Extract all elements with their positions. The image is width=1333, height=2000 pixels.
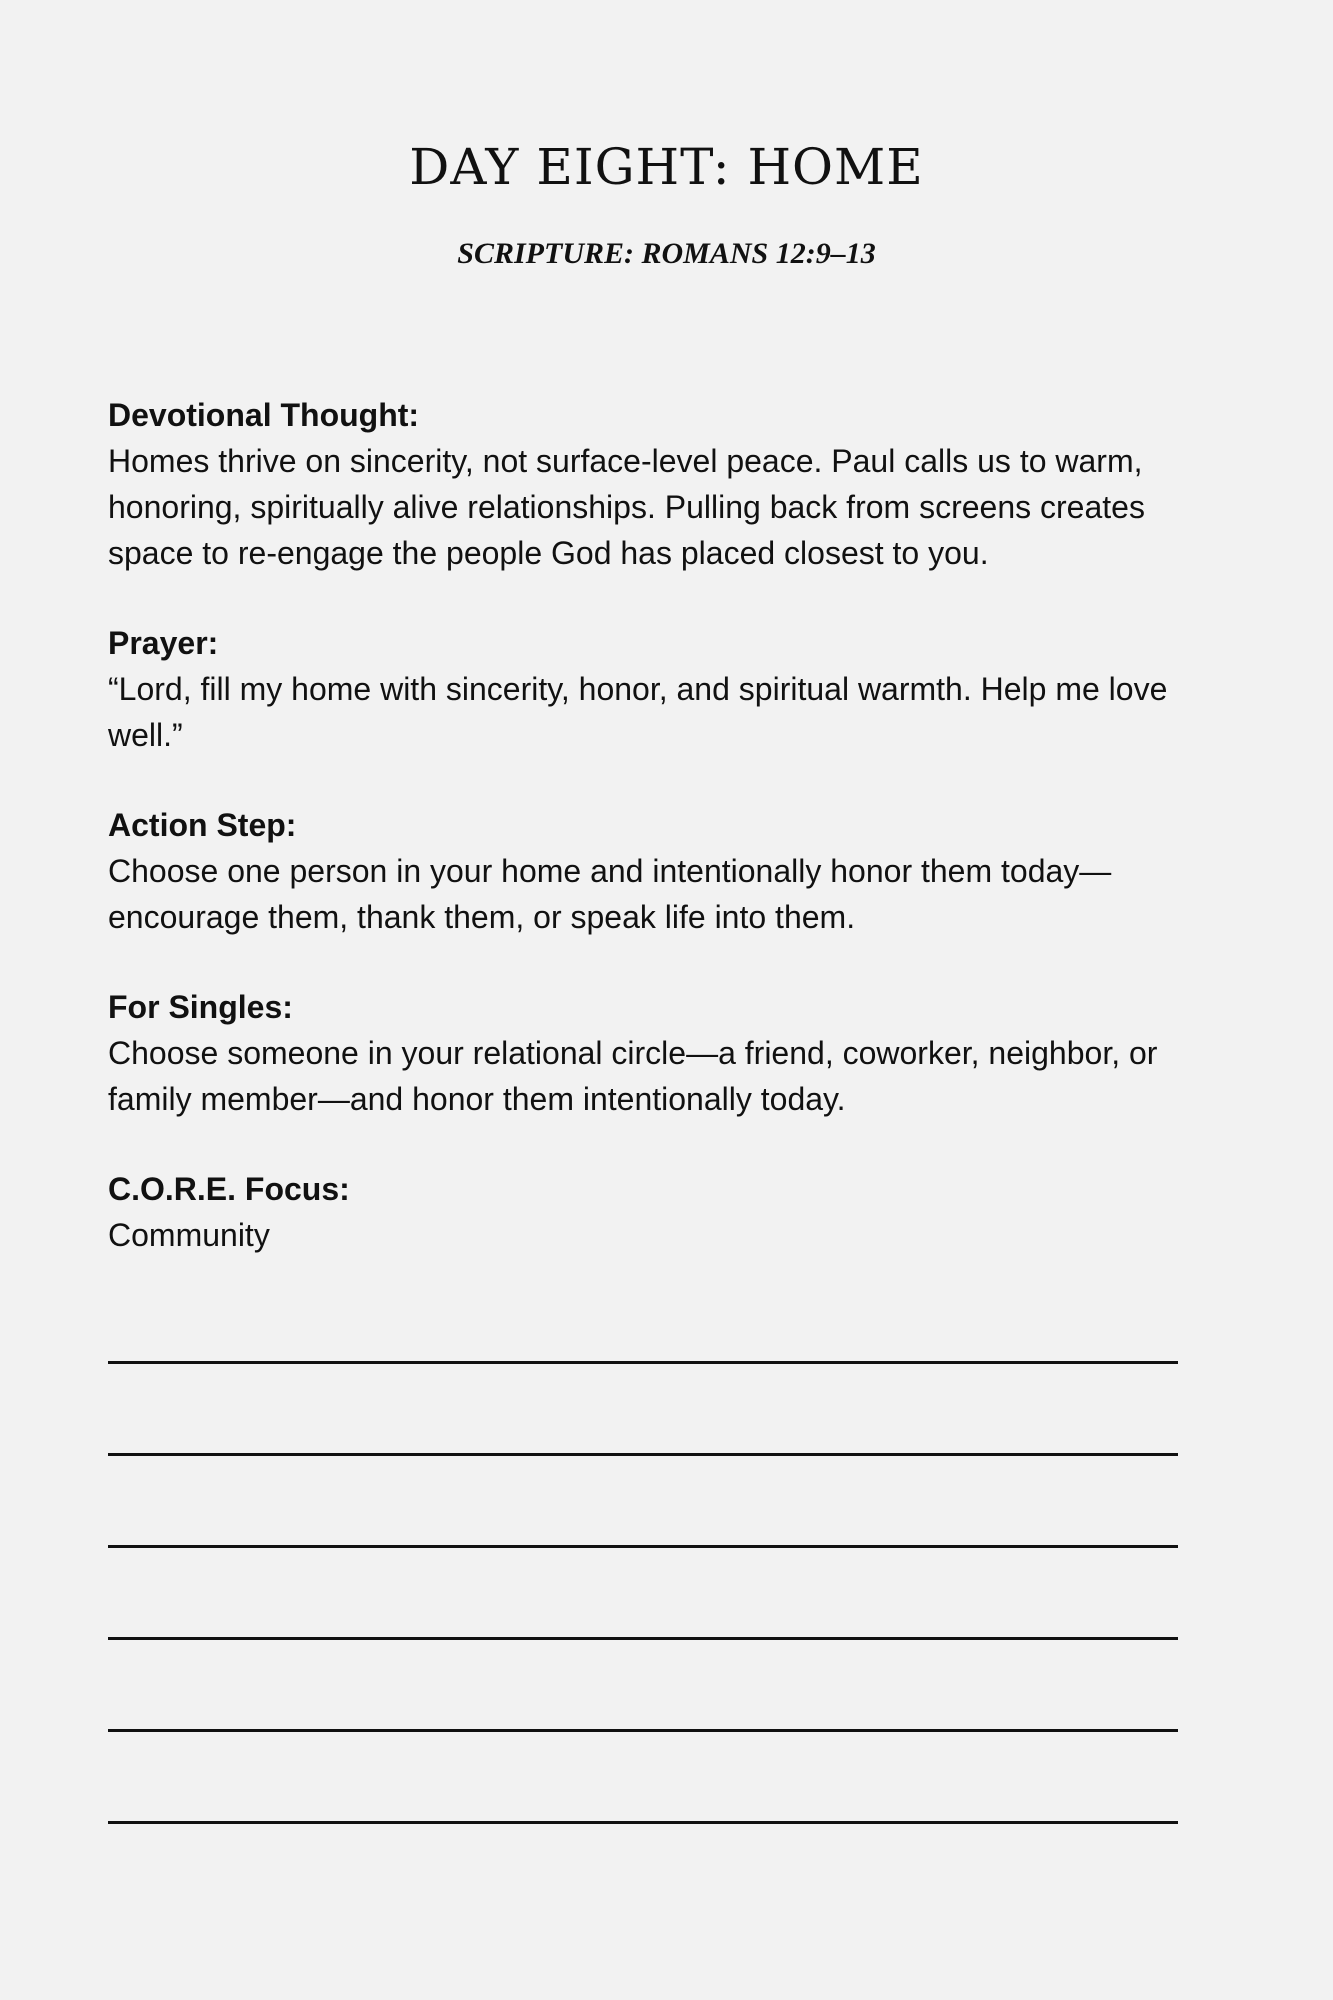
writing-line[interactable] xyxy=(108,1364,1178,1456)
section-body: Choose one person in your home and intentionally honor them today—encourage them, thank them, or speak life into them. xyxy=(108,853,1112,935)
section-body: Choose someone in your relational circle—a friend, coworker, neighbor, or family member—and honor them intentionally today. xyxy=(108,1035,1158,1117)
for-singles-section xyxy=(108,984,1228,1122)
writing-line[interactable] xyxy=(108,1548,1178,1640)
devotional-content xyxy=(108,392,1228,1302)
scripture-reference: SCRIPTURE: ROMANS 12:9–13 xyxy=(457,237,876,270)
writing-line[interactable] xyxy=(108,1456,1178,1548)
page-title: DAY EIGHT: HOME xyxy=(409,138,924,196)
prayer-section xyxy=(108,620,1228,758)
section-heading: Prayer: xyxy=(108,625,219,661)
section-body: Homes thrive on sincerity, not surface-level peace. Paul calls us to warm, honoring, spiritually alive relationships. Pulling back from screens creates space to re-engage the people God has placed closest to you. xyxy=(108,443,1145,571)
core-focus-section xyxy=(108,1166,1228,1258)
section-heading: Devotional Thought: xyxy=(108,397,420,433)
journal-lines xyxy=(108,1334,1178,1824)
section-heading: Action Step: xyxy=(108,807,297,843)
section-body: Community xyxy=(108,1217,270,1253)
section-heading: C.O.R.E. Focus: xyxy=(108,1171,350,1207)
writing-line[interactable] xyxy=(108,1732,1178,1824)
section-body: “Lord, fill my home with sincerity, honor, and spiritual warmth. Help me love well.” xyxy=(108,671,1168,753)
writing-line[interactable] xyxy=(108,1640,1178,1732)
section-heading: For Singles: xyxy=(108,989,293,1025)
action-step-section xyxy=(108,802,1228,940)
devotional-thought-section xyxy=(108,392,1228,576)
writing-line[interactable] xyxy=(108,1334,1178,1364)
